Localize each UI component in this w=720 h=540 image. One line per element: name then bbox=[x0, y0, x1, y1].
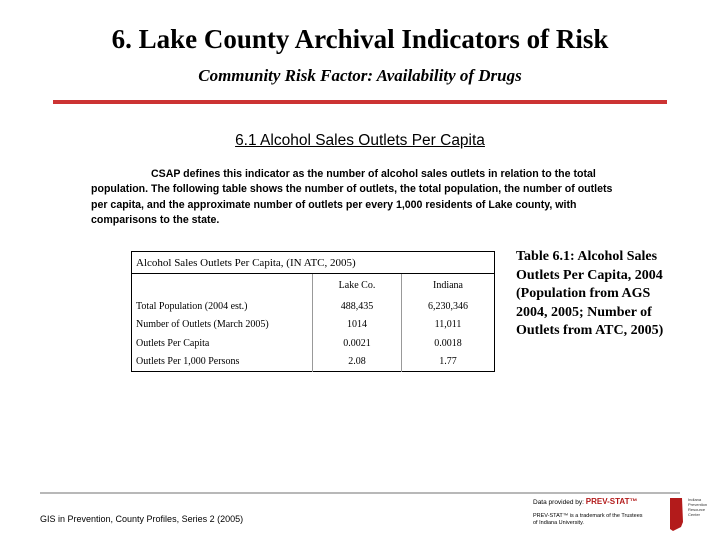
logo-provided-label: Data provided by: bbox=[533, 499, 584, 506]
table-caption-row bbox=[132, 252, 495, 274]
table-row bbox=[132, 316, 495, 335]
intro-paragraph: CSAP defines this indicator as the number of alcohol sales outlets in relation to the total population. The following table shows the number of outlets, the total population, the number of outlets per capita, and the approximate number of outlets per every 1,000 residents of Lake county, with comparisons to the state. bbox=[91, 168, 613, 227]
row-lake-value: 1014 bbox=[313, 316, 402, 335]
row-lake-value: 2.08 bbox=[313, 353, 402, 372]
table-row bbox=[132, 334, 495, 353]
row-indiana-value: 11,011 bbox=[402, 316, 495, 335]
row-label: Outlets Per 1,000 Persons bbox=[136, 356, 240, 368]
outlets-table bbox=[131, 251, 495, 372]
footer-text: GIS in Prevention, County Profiles, Series 2 (2005) bbox=[40, 514, 244, 524]
logo-trademark: PREV-STAT™ is a trademark of the Trustees of Indiana University. bbox=[533, 513, 643, 526]
logo-provided-by bbox=[533, 497, 637, 506]
row-indiana-value: 0.0018 bbox=[402, 334, 495, 353]
table-caption: Alcohol Sales Outlets Per Capita, (IN ATC, 2005) bbox=[132, 252, 495, 274]
row-indiana-value: 6,230,346 bbox=[402, 297, 495, 316]
row-indiana-value: 1.77 bbox=[402, 353, 495, 372]
table-row bbox=[132, 353, 495, 372]
page-subtitle: Community Risk Factor: Availability of Drugs bbox=[198, 66, 522, 85]
table-header-lake: Lake Co. bbox=[313, 274, 402, 298]
row-lake-value: 488,435 bbox=[313, 297, 402, 316]
header-divider bbox=[53, 100, 667, 104]
row-label: Total Population (2004 est.) bbox=[136, 300, 248, 312]
logo-org: Indiana Prevention Resource Center bbox=[688, 497, 708, 517]
section-heading: 6.1 Alcohol Sales Outlets Per Capita bbox=[235, 132, 485, 149]
table-side-caption: Table 6.1: Alcohol Sales Outlets Per Capita, 2004 (Population from AGS 2004, 2005; Number of Outlets from ATC, 2005) bbox=[516, 249, 664, 338]
footer-divider bbox=[40, 492, 680, 494]
row-label: Outlets Per Capita bbox=[136, 337, 210, 349]
page-title: 6. Lake County Archival Indicators of Risk bbox=[111, 24, 609, 54]
table-header-row bbox=[132, 274, 495, 298]
table-row bbox=[132, 297, 495, 316]
indiana-map-icon bbox=[667, 496, 685, 532]
row-lake-value: 0.0021 bbox=[313, 334, 402, 353]
logo-brand: PREV-STAT™ bbox=[585, 497, 638, 506]
prev-stat-logo bbox=[533, 497, 708, 533]
table-header-blank bbox=[132, 274, 313, 298]
table-header-indiana: Indiana bbox=[402, 274, 495, 298]
row-label: Number of Outlets (March 2005) bbox=[136, 319, 269, 331]
